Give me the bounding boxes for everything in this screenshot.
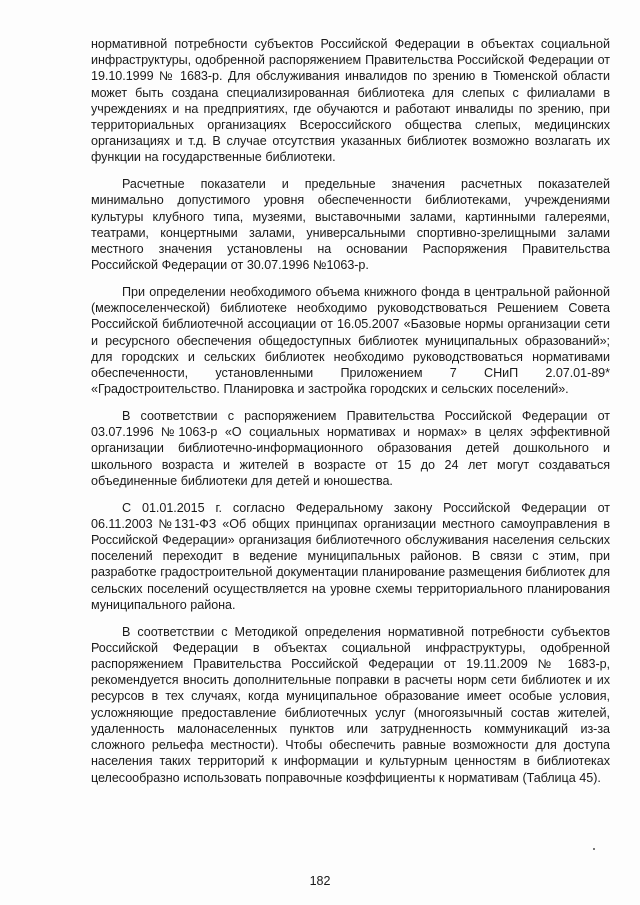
- paragraph-6: В соответствии с Методикой определения нормативной потребности субъектов Российской Федерации в объектах социальной инфраструктуры, одобренной распоряжением Правительства Российской Федерации от 19.11.2009 № 1683-р, рекомендуется вносить дополнительные поправки в расчеты норм сети библиотек и их ресурсов в тех случаях, когда муниципальное образование имеет особые условия, усложняющие предоставление библиотечных услуг (многоязычный состав жителей, удаленность малонаселенных пунктов или затрудненность коммуникаций из-за сложного рельефа местности). Чтобы обеспечить равные возможности для доступа населения таких территорий к информации и культурным ценностям в библиотеках целесообразно использовать поправочные коэффициенты к нормативам (Таблица 45).: [91, 624, 610, 785]
- paragraph-3: При определении необходимого объема книжного фонда в центральной районной (межпоселенческой) библиотеке необходимо руководствоваться Решением Совета Российской библиотечной ассоциации от 16.05.2007 «Базовые нормы организации сети и ресурсного обеспечения общедоступных библиотек муниципальных образований»; для городских и сельских библиотек необходимо руководствоваться нормативами обеспеченности, установленными Приложением 7 СНиП 2.07.01-89* «Градостроительство. Планировка и застройка городских и сельских поселений».: [91, 285, 610, 397]
- page-number: 182: [309, 874, 331, 888]
- scan-speck: [593, 848, 595, 850]
- paragraph-5: С 01.01.2015 г. согласно Федеральному закону Российской Федерации от 06.11.2003 №131-ФЗ «Об общих принципах организации местного самоуправления в Российской Федерации» организация библиотечного обслуживания населения сельских поселений переходит в ведение муниципальных районов. В связи с этим, при разработке градостроительной документации планирование размещения библиотек для сельских поселений осуществляется на уровне схемы территориального планирования муниципального района.: [91, 500, 610, 612]
- body-text: [91, 36, 610, 786]
- paragraph-2: Расчетные показатели и предельные значения расчетных показателей минимально допустимого уровня обеспеченности библиотеками, учреждениями культуры клубного типа, музеями, выставочными залами, картинными галереями, театрами, концертными залами, универсальными спортивно-зрелищными залами местного значения установлены на основании Распоряжения Правительства Российской Федерации от 30.07.1996 №1063-р.: [91, 177, 610, 273]
- paragraph-4: В соответствии с распоряжением Правительства Российской Федерации от 03.07.1996 №1063-р «О социальных нормативах и нормах» в целях эффективной организации библиотечно-информационного образования детей дошкольного и школьного возраста и жителей в возрасте от 15 до 24 лет могут создаваться объединенные библиотеки для детей и юношества.: [91, 409, 610, 488]
- paragraph-1: нормативной потребности субъектов Российской Федерации в объектах социальной инфраструктуры, одобренной распоряжением Правительства Российской Федерации от 19.10.1999 № 1683-р. Для обслуживания инвалидов по зрению в Тюменской области может быть создана специализированная библиотека для слепых с филиалами в учреждениях и на предприятиях, где обучаются и работают инвалиды по зрению, при территориальных организациях Всероссийского общества слепых, медицинских организациях и т.д. В случае отсутствия указанных библиотек возможно возлагать их функции на государственные библиотеки.: [91, 37, 610, 165]
